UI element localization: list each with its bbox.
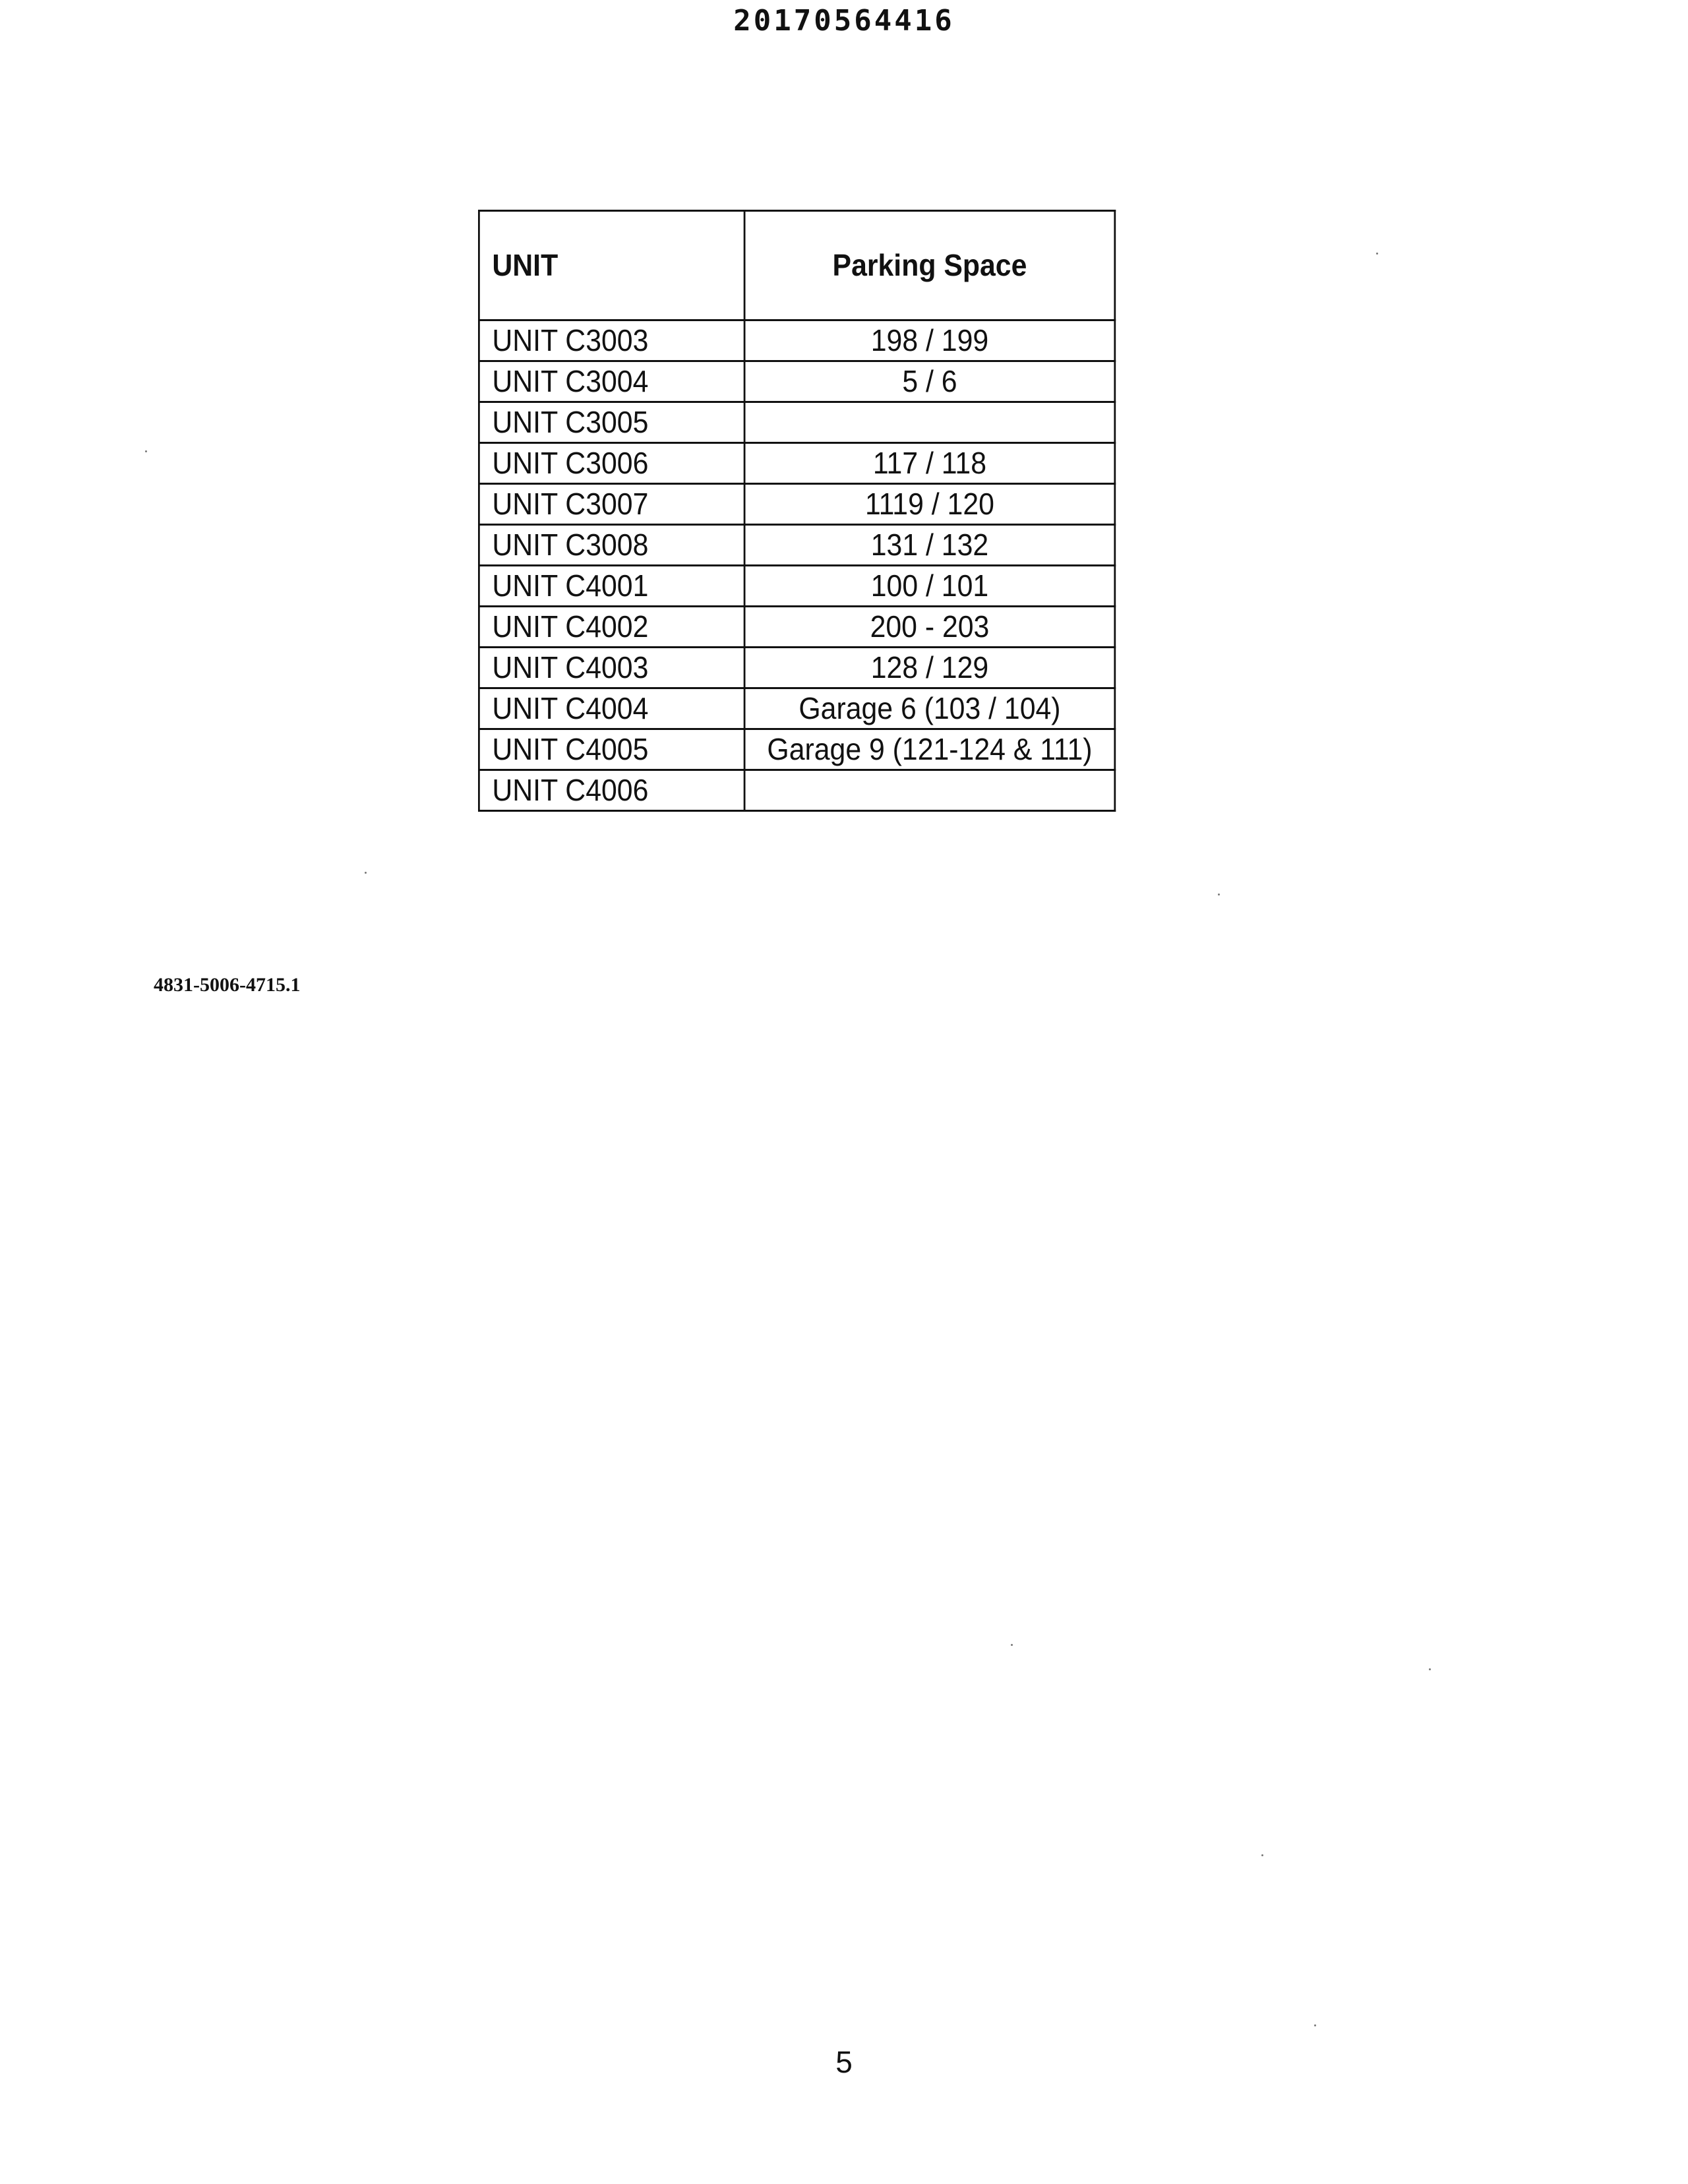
unit-cell: UNIT C3006 <box>479 443 744 484</box>
scan-speck <box>1011 1644 1013 1646</box>
scan-speck <box>1314 2024 1316 2026</box>
table-row <box>479 402 1114 443</box>
parking-space-cell <box>744 770 1115 811</box>
document-id: 4831-5006-4715.1 <box>154 974 301 996</box>
parking-space-cell: Garage 9 (121-124 & 111) <box>744 729 1115 770</box>
parking-space-cell: 100 / 101 <box>744 566 1115 607</box>
unit-cell: UNIT C4005 <box>479 729 744 770</box>
parking-space-cell: 117 / 118 <box>744 443 1115 484</box>
table-row <box>479 770 1114 811</box>
column-header-unit: UNIT <box>479 211 744 320</box>
unit-cell: UNIT C4001 <box>479 566 744 607</box>
unit-cell: UNIT C4002 <box>479 607 744 648</box>
table-row <box>479 648 1114 688</box>
scan-speck <box>1429 1668 1431 1670</box>
parking-space-cell: Garage 6 (103 / 104) <box>744 688 1115 729</box>
table-row <box>479 688 1114 729</box>
unit-cell: UNIT C4006 <box>479 770 744 811</box>
table-row <box>479 525 1114 566</box>
unit-cell: UNIT C3007 <box>479 484 744 525</box>
table-row <box>479 566 1114 607</box>
parking-table <box>478 210 1116 812</box>
unit-cell: UNIT C3005 <box>479 402 744 443</box>
parking-space-cell: 1119 / 120 <box>744 484 1115 525</box>
scan-speck <box>1261 1854 1263 1856</box>
table-row <box>479 729 1114 770</box>
table-row <box>479 484 1114 525</box>
scan-speck <box>1218 894 1220 895</box>
table-row <box>479 607 1114 648</box>
parking-space-cell: 198 / 199 <box>744 320 1115 361</box>
parking-space-cell: 128 / 129 <box>744 648 1115 688</box>
table-row <box>479 443 1114 484</box>
page-number: 5 <box>835 2045 853 2079</box>
parking-space-cell: 200 - 203 <box>744 607 1115 648</box>
document-number: 20170564416 <box>733 4 955 38</box>
unit-cell: UNIT C3003 <box>479 320 744 361</box>
scan-speck <box>1376 253 1378 255</box>
parking-space-cell: 131 / 132 <box>744 525 1115 566</box>
table-row <box>479 320 1114 361</box>
unit-cell: UNIT C4004 <box>479 688 744 729</box>
unit-cell: UNIT C3004 <box>479 361 744 402</box>
unit-cell: UNIT C3008 <box>479 525 744 566</box>
column-header-parking-space: Parking Space <box>744 211 1115 320</box>
table-row <box>479 361 1114 402</box>
parking-space-cell <box>744 402 1115 443</box>
unit-cell: UNIT C4003 <box>479 648 744 688</box>
scan-speck <box>145 450 147 452</box>
table-header-row <box>479 211 1114 320</box>
scan-speck <box>365 872 367 874</box>
parking-space-cell: 5 / 6 <box>744 361 1115 402</box>
